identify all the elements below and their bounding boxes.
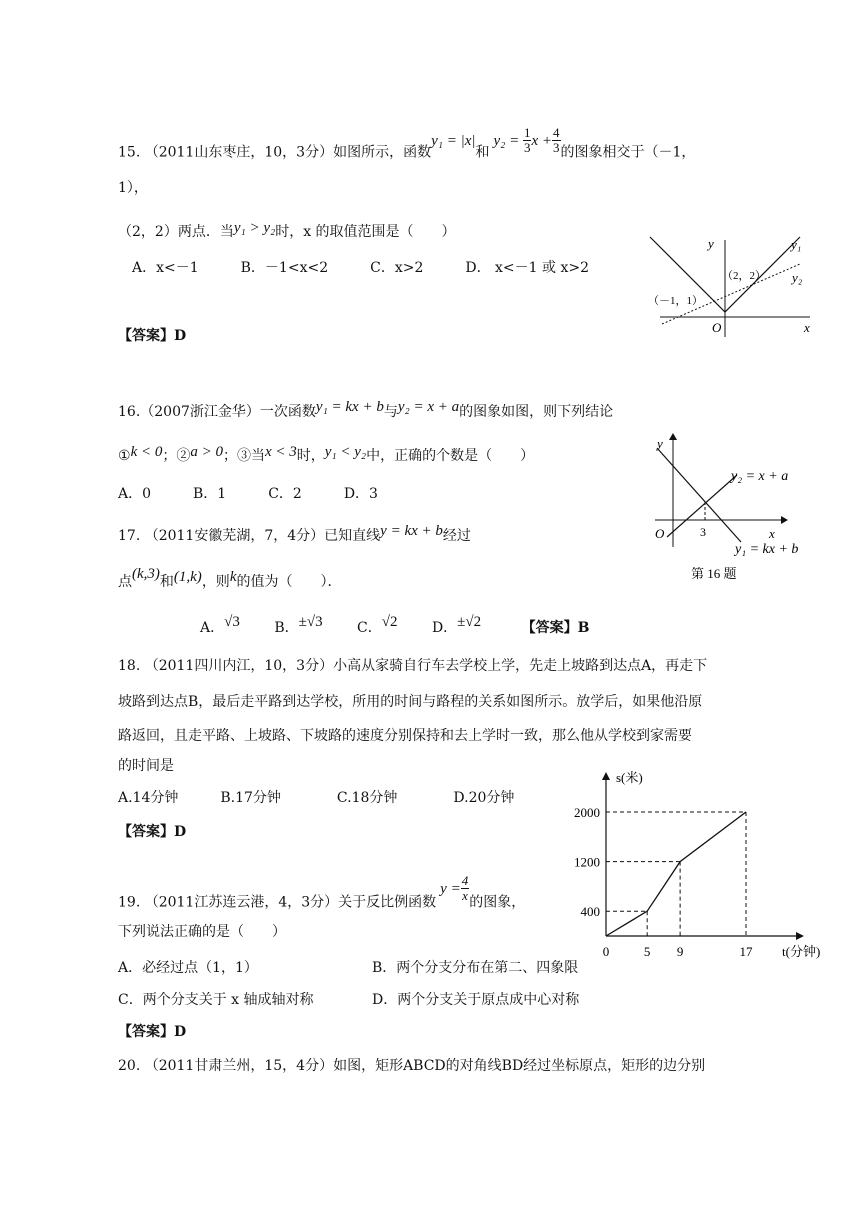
q17-l1a: 17. （2011安徽芜湖，7，4分）已知直线 [118, 528, 381, 544]
q15-answer: 【答案】D [118, 328, 187, 344]
q18-line2: 坡路到达点B，最后走平路到达学校，所用的时间与路程的关系如图所示。放学后，如果他沿原 [118, 694, 703, 710]
chart-series-line [606, 812, 746, 936]
q16-line2 [118, 446, 534, 466]
q15-line3 [118, 222, 456, 242]
q16-c1: k < 0 [130, 444, 163, 460]
chart-x-arrow [796, 932, 804, 940]
q17-option-d: D． [431, 620, 458, 636]
q16-a: 16.（2007浙江金华）一次函数 [118, 404, 316, 420]
q15-frac2-num: 4 [553, 125, 560, 140]
q19-frac-num: 4 [461, 873, 469, 888]
q17-option-a: A． [200, 620, 225, 636]
q17-option-b: B． [274, 620, 299, 636]
q15-suffix: 的图象相交于（－1， [560, 144, 696, 161]
chart-y-tick-label: 1200 [574, 854, 600, 870]
q15-fig-p2: （－1，1） [648, 295, 703, 307]
q18-chart [566, 770, 826, 972]
chart-y-tick-label: 400 [580, 904, 600, 920]
q16-l2-1: ① [118, 448, 131, 464]
q15-and: 和 [475, 144, 490, 161]
q16-fig-o: O [655, 526, 665, 541]
q16-f1: y₁ = kx + b [315, 399, 384, 415]
q15-figure [650, 232, 820, 342]
q15-options: A．x<－1 B．－1<x<2 C．x>2 D． x<－1 或 x>2 [132, 260, 589, 276]
q15-y2: y₂ = [493, 132, 523, 149]
q17-p2: (1,k) [173, 569, 202, 585]
q17-line2 [118, 566, 342, 592]
q15-frac1-den: 3 [523, 140, 531, 155]
q17-option-c: C． [357, 620, 382, 636]
q15-fig-p1: （2，2） [722, 270, 766, 282]
q15-line3-a: （2，2）两点．当 [118, 224, 234, 240]
q17-l2b: 和 [159, 574, 174, 590]
q15-frac1-num: 1 [523, 125, 531, 140]
q16-fig-x: x [769, 526, 775, 541]
q16-line1 [118, 399, 614, 422]
chart-y-arrow [602, 772, 610, 780]
chart-x-tick-label: 17 [739, 944, 753, 959]
q19-option-c: C．两个分支关于 x 轴成轴对称 [118, 992, 314, 1008]
chart-y-label: s(米) [616, 770, 643, 785]
q19-frac [461, 874, 470, 903]
q16-fig-l2: y₂ = x + a [731, 469, 789, 484]
q17-l2a: 点 [118, 574, 132, 590]
q15-fig-o: O [712, 320, 722, 335]
q17-answer: 【答案】B [521, 620, 590, 636]
q18-answer: 【答案】D [118, 824, 187, 840]
q16-c2: a > 0 [190, 444, 223, 460]
q19-option-b: B．两个分支分布在第二、四象限 [372, 960, 579, 976]
q17-f: y = kx + b [380, 523, 443, 539]
q17-l1b: 经过 [442, 528, 471, 544]
q19-l1b: 的图象， [469, 894, 526, 911]
q17-value-b: ±√3 [298, 614, 323, 630]
q19-line1 [118, 873, 526, 917]
q18-line3: 路返回，且走平路、上坡路、下坡路的速度分别保持和去上学时一致，那么他从学校到家需要 [118, 728, 692, 744]
q16-c3: x < 3 [264, 444, 297, 460]
q19-f-lhs: y = [440, 880, 461, 897]
q16-fig-y: y [657, 436, 663, 451]
q18-line4: 的时间是 [118, 758, 174, 774]
q17-value-c: √2 [381, 614, 398, 630]
q19-l1a: 19. （2011江苏连云港，4，3分）关于反比例函数 [118, 894, 437, 911]
q17-line1 [118, 523, 471, 546]
q17-options [200, 614, 590, 638]
q15-frac2 [552, 126, 561, 155]
q16-options: A．0 B．1 C．2 D．3 [118, 486, 378, 502]
q17-p1: (k,3) [132, 566, 160, 582]
q16-l2-2: ；② [162, 448, 191, 464]
q15-fig-y1: y₁ [791, 237, 802, 252]
q15-fig-x: x [804, 320, 810, 335]
q16-f2: y₂ = x + a [397, 399, 460, 415]
chart-y-tick-label: 2000 [574, 805, 600, 820]
q16-fig-3: 3 [700, 525, 706, 539]
q16-fig-l1: y₁ = kx + b [735, 542, 799, 557]
q16-l2-5: 中，正确的个数是（ ） [366, 448, 535, 464]
q17-k: k [229, 569, 237, 585]
q15-cond: y₁ > y₂ [233, 220, 276, 236]
q19-answer: 【答案】D [118, 1024, 187, 1040]
q17-value-a: √3 [224, 614, 240, 630]
q15-line3-b: 时，x 的取值范围是（ ） [275, 224, 456, 240]
q15-frac2-den: 3 [553, 140, 560, 155]
chart-x-tick-label: 9 [676, 944, 684, 959]
q16-fig-caption: 第 16 题 [691, 566, 737, 581]
chart-x-tick-label: 5 [643, 944, 651, 959]
q15-prefix: 15. （2011山东枣庄，10，3分）如图所示，函数 [118, 144, 432, 161]
chart-x-tick-label: 0 [602, 944, 610, 959]
q16-l2-3: ；③当 [222, 448, 265, 464]
q19-line2: 下列说法正确的是（ ） [118, 924, 286, 940]
q16-figure [645, 432, 815, 592]
q15-xplus: x + [531, 132, 553, 149]
q20-line1: 20. （2011甘肃兰州，15，4分）如图，矩形ABCD的对角线BD经过坐标原点，矩形的边分别 [118, 1058, 706, 1074]
q15-y1: y₁ = |x| [431, 132, 476, 149]
q19-frac-den: x [462, 888, 468, 903]
chart-x-label: t(分钟) [782, 944, 821, 959]
q18-options: A.14分钟 B.17分钟 C.18分钟 D.20分钟 [118, 790, 515, 806]
q17-value-d: ±√2 [457, 614, 482, 630]
q17-l2d: 的值为（ ）． [236, 574, 342, 590]
q17-l2c: ，则 [201, 574, 230, 590]
q16-l2-4: 时， [296, 448, 325, 464]
q16-b: 与 [383, 404, 398, 420]
q16-c: 的图象如图，则下列结论 [459, 404, 614, 420]
q19-option-d: D．两个分支关于原点成中心对称 [372, 992, 580, 1008]
q15-fig-y2: y₂ [792, 270, 803, 285]
q15-line1 [118, 125, 696, 167]
q19-option-a: A．必经过点（1，1） [118, 960, 258, 976]
q15-line2: 1）， [118, 180, 148, 196]
q18-line1: 18. （2011四川内江，10，3分）小高从家骑自行车去学校上学，先走上坡路到达点A，再走下 [118, 658, 708, 674]
q15-fig-y: y [708, 236, 714, 251]
q16-c4: y₁ < y₂ [324, 444, 367, 460]
